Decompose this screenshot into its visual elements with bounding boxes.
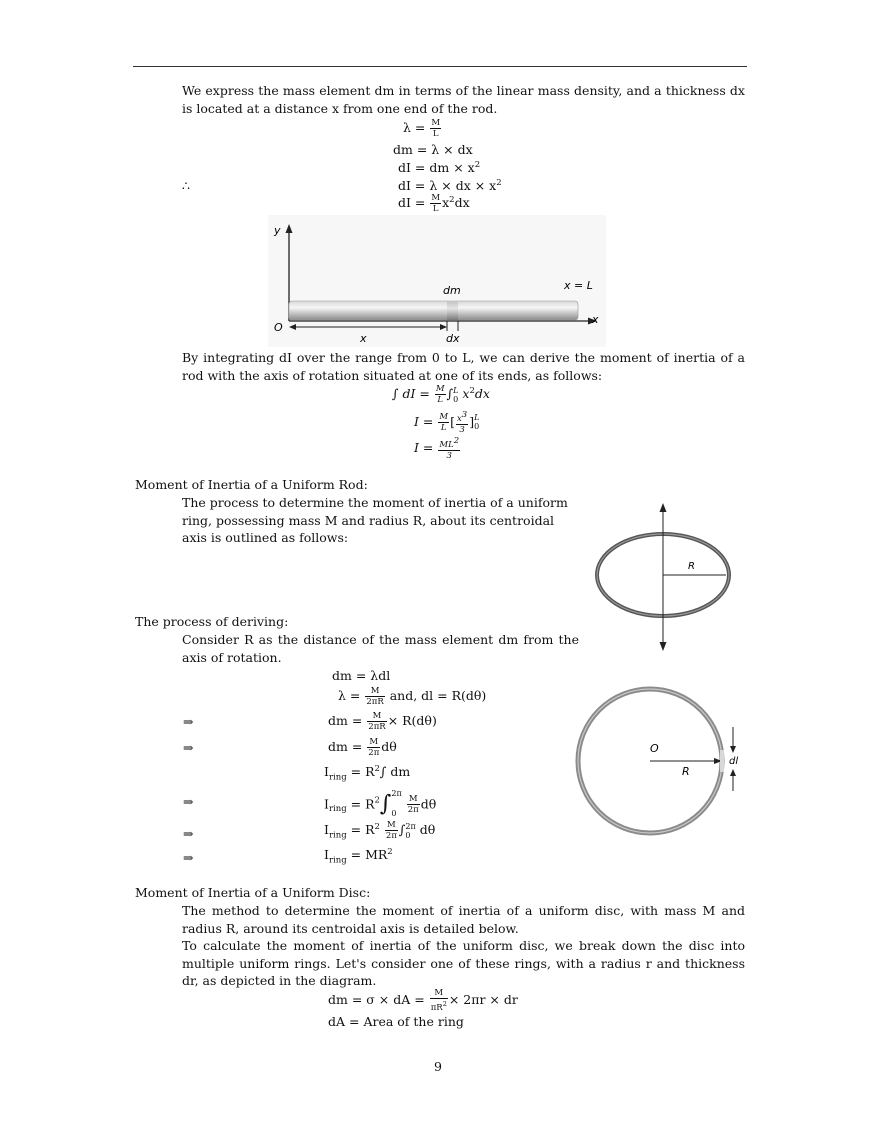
eq-Iring-result: $I_{ring} = MR^2$ <box>324 847 393 866</box>
ring-paragraph: The process to determine the moment of inertia of a uniform ring, possessing mass M and radius R, about its centroidal axis is outlined as follows: <box>182 495 568 545</box>
eq-Iring-integral: $I_{ring} = R^2\int$ dm <box>324 764 411 783</box>
axis-arrow-up-icon <box>660 503 667 512</box>
origin-label: O <box>274 321 283 334</box>
eq-dm: dm = λ × dx <box>393 142 473 157</box>
eq-dA: dA = Area of the ring <box>328 1014 464 1029</box>
x-axis-label: x <box>592 313 599 326</box>
dl-arrow-down-icon <box>730 746 736 753</box>
eq-dI-lambda: dI = λ × dx × $x^2$ <box>398 178 502 194</box>
ring-element-figure <box>572 683 742 839</box>
radius-R-label: R <box>682 765 690 778</box>
eq-dm-lambda-dl: dm = λdl <box>332 668 391 683</box>
dx-label: dx <box>446 332 460 345</box>
disc-paragraph-2: To calculate the moment of inertia of the uniform disc, we break down the disc into multiple uniform rings. Let's consider one of these rings, with a radius r and thickness dr, as depicted in the diagram. <box>182 938 745 988</box>
rod <box>289 301 578 320</box>
implies-5: ⇒ <box>183 850 194 865</box>
axis-arrow-down-icon <box>660 642 667 651</box>
rod-figure <box>268 215 606 347</box>
x-distance-label: x <box>360 332 367 345</box>
dl-label: dl <box>729 756 739 767</box>
therefore-symbol: ∴ <box>182 178 190 193</box>
eq-I-evaluated: I = $\frac{M}{L}$ [ $\frac{x^3}{3}$ ] L 0 <box>414 410 480 435</box>
eq-dI: dI = dm × $x^2$ <box>398 160 481 176</box>
eq-dm-dtheta: dm = $\frac{M}{2\pi}$ dθ <box>328 737 397 758</box>
implies-1: ⇒ <box>183 714 194 729</box>
ring-R-label: R <box>688 561 695 572</box>
page-number: 9 <box>434 1059 442 1074</box>
eq-lambda-ring: λ = $\frac{M}{2\pi R}$ and, dl = R(dθ) <box>338 686 487 707</box>
deriving-heading: The process of deriving: <box>135 614 289 629</box>
eq-dI-final: dI = $\frac{M}{L}$ $x^2dx$ <box>398 193 470 214</box>
eq-Iring-limits: $I_{ring} = R^2\int$ 2π 0 $\frac{M}{2\pi}$ dθ <box>324 789 437 818</box>
eq-dm-substituted: dm = $\frac{M}{2\pi R}$ × R(dθ) <box>328 711 437 732</box>
header-rule <box>133 66 747 67</box>
end-label: x = L <box>564 279 593 292</box>
eq-dm-sigma: dm = σ × dA = $\frac{M}{\pi R^2}$ × 2πr × dr <box>328 988 518 1013</box>
eq-integral: ∫ dI = $\frac{M}{L}$ ∫ L 0 $x^2dx$ <box>392 384 490 405</box>
eq-Iring-simplified: $I_{ring} = R^2$ $\frac{M}{2\pi}$ ∫ 2π 0 dθ <box>324 820 436 841</box>
disc-section-heading: Moment of Inertia of a Uniform Disc: <box>135 885 371 900</box>
eq-lambda: λ = $\frac{M}{L}$ <box>403 118 441 139</box>
deriving-paragraph: Consider R as the distance of the mass element dm from the axis of rotation. <box>182 632 579 665</box>
disc-paragraph-1: The method to determine the moment of inertia of a uniform disc, with mass M and radius R, around its centroidal axis is detailed below. <box>182 903 745 936</box>
eq-I-result: I = $\frac{ML^2}{3}$ <box>414 436 460 461</box>
implies-4: ⇒ <box>183 826 194 841</box>
ring-figure <box>583 500 743 652</box>
intro-paragraph: We express the mass element dm in terms of the linear mass density, and a thickness dx is located at a distance x from one end of the rod. <box>182 83 745 116</box>
arc-element-dl <box>720 750 724 772</box>
y-label: y <box>274 224 281 237</box>
implies-2: ⇒ <box>183 740 194 755</box>
ring-section-heading: Moment of Inertia of a Uniform Rod: <box>135 477 368 492</box>
dm-label: dm <box>443 284 461 297</box>
center-O-label: O <box>650 742 659 755</box>
mass-element-dm <box>447 301 458 320</box>
integration-paragraph: By integrating dI over the range from 0 to L, we can derive the moment of inertia of a rod with the axis of rotation situated at one of its ends, as follows: <box>182 350 745 383</box>
dl-arrow-up-icon <box>730 769 736 776</box>
implies-3: ⇒ <box>183 794 194 809</box>
